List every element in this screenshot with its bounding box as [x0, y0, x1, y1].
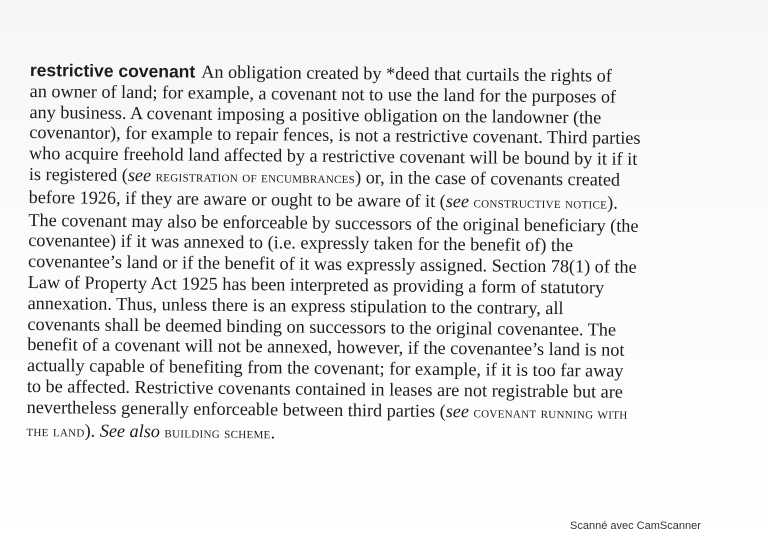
- cross-reference: covenant running with: [473, 404, 628, 423]
- camscanner-watermark: Scanné avec CamScanner: [570, 520, 701, 532]
- entry-text: Law of Property Act 1925 has been interpreted as providing a form of statutory: [27, 271, 605, 298]
- cross-reference: building scheme: [164, 423, 271, 442]
- italic-text: see: [445, 400, 470, 421]
- cross-reference: constructive notice: [473, 194, 608, 213]
- entry-text: annexation. Thus, unless there is an express stipulation to the contrary, all: [27, 292, 564, 318]
- entry-text: before 1926, if they are aware or ought to be aware of it (: [28, 186, 446, 211]
- italic-text: see: [127, 164, 152, 186]
- entry-text: is registered (: [28, 163, 128, 185]
- entry-text: The covenant may also be enforceable by successors of the original beneficiary (the: [28, 209, 639, 236]
- entry-text: actually capable of benefiting from the covenant; for example, if it is too far away: [26, 355, 624, 381]
- entry-text: who acquire freehold land affected by a restrictive covenant will be bound by it if it: [29, 143, 638, 170]
- entry-text: An obligation created by *deed that curtails the rights of: [201, 61, 612, 86]
- entry-text: benefit of a covenant will not be annexed, however, if the covenantee’s land is not: [27, 334, 625, 361]
- entry-text: ) or, in the case of covenants created: [355, 167, 621, 190]
- cross-reference: the land: [26, 422, 85, 441]
- entry-text: covenantee’s land or if the benefit of it was expressly assigned. Section 78(1) of the: [27, 251, 637, 278]
- entry-text: any business. A covenant imposing a positive obligation on the landowner (the: [29, 101, 602, 128]
- entry-headword: restrictive covenant: [29, 60, 196, 82]
- entry-text: nevertheless generally enforceable between third parties (: [26, 396, 446, 421]
- italic-text: See also: [99, 420, 161, 441]
- entry-text: an owner of land; for example, a covenant not to use the land for the purposes of: [29, 80, 617, 107]
- entry-text: .: [270, 421, 276, 442]
- entry-text: covenants shall be deemed binding on successors to the original covenantee. The: [27, 313, 617, 340]
- cross-reference: registration of encumbrances: [155, 168, 356, 188]
- entry-text: ).: [84, 420, 100, 441]
- entry-text: to be affected. Restrictive covenants contained in leases are not registrable but are: [26, 375, 624, 402]
- entry-text: covenantee) if it was annexed to (i.e. expressly taken for the benefit of) the: [28, 230, 574, 256]
- entry-text: covenantor), for example to repair fences, is not a restrictive covenant. Third parties: [29, 122, 641, 149]
- dictionary-entry: [26, 60, 742, 449]
- entry-text: ).: [607, 192, 618, 213]
- italic-text: see: [445, 190, 470, 212]
